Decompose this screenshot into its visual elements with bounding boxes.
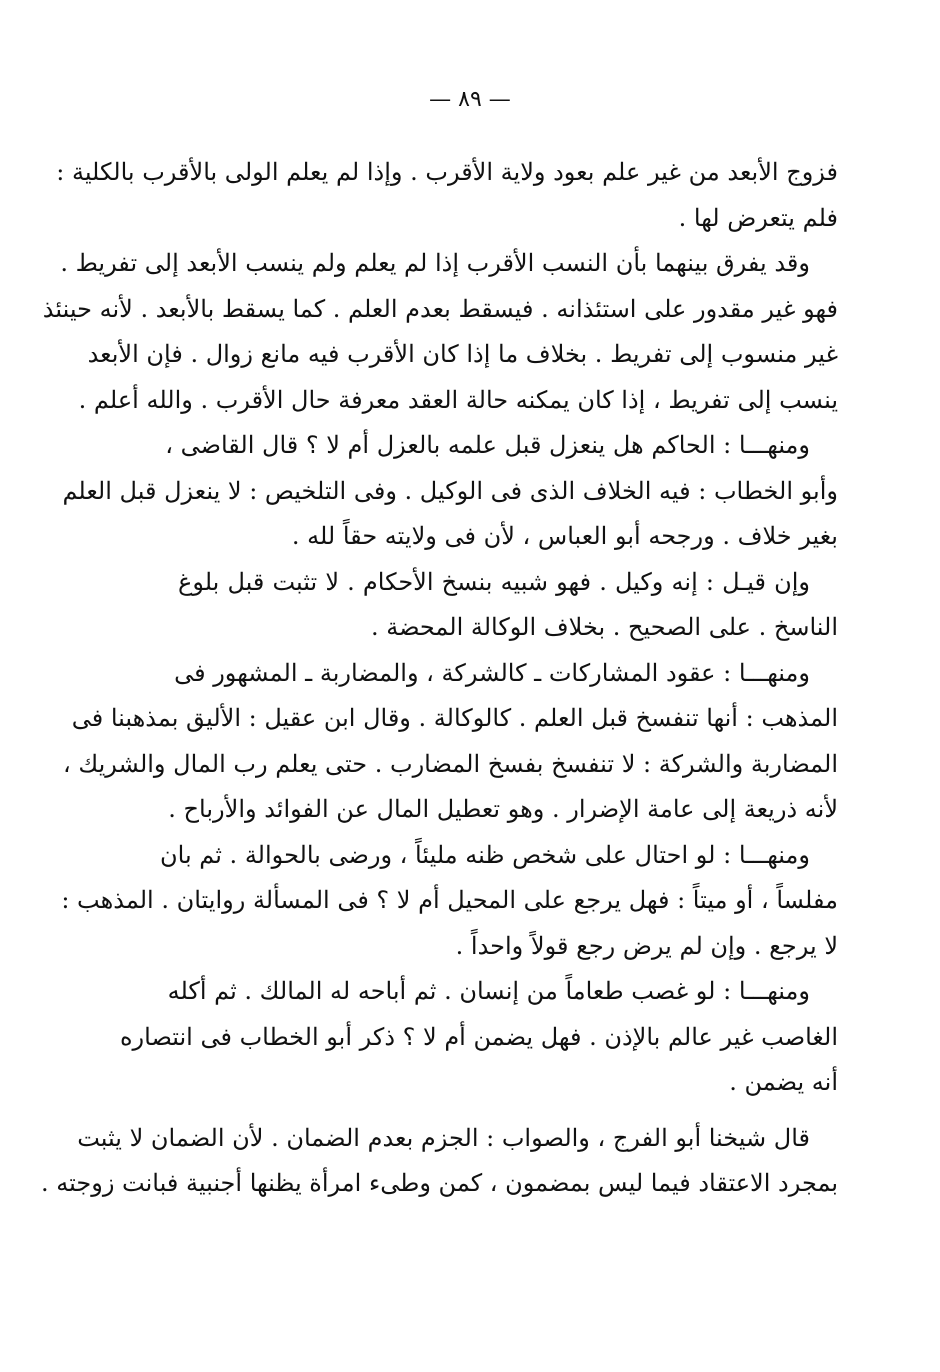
text-line: بغير خلاف . ورجحه أبو العباس ، لأن فى ولايته حقاً لله . <box>291 522 838 550</box>
page-number: — ٨٩ — <box>429 87 511 112</box>
text-line: ينسب إلى تفريط ، إذا كان يمكنه حالة العقد معرفة حال الأقرب . والله أعلم . <box>78 385 838 414</box>
text-line: فهو غير مقدور على استئذانه . فيسقط بعدم العلم . كما يسقط بالأبعد . لأنه حينئذ <box>42 294 838 323</box>
text-line: وقد يفرق بينهما بأن النسب الأقرب إذا لم يعلم ولم ينسب الأبعد إلى تفريط . <box>60 249 810 277</box>
text-line: المضاربة والشركة : لا تنفسخ بفسخ المضارب . حتى يعلم رب المال والشريك ، <box>63 749 838 778</box>
text-line: ومنهـــا : لو احتال على شخص ظنه مليئاً ، ورضى بالحوالة . ثم بان <box>160 840 810 869</box>
text-line: وإن قيـل : إنه وكيل . فهو شبيه بنسخ الأحكام . لا تثبت قبل بلوغ <box>178 567 810 596</box>
text-line: مفلساً ، أو ميتاً : فهل يرجع على المحيل أم لا ؟ فى المسألة روايتان . المذهب : <box>61 886 838 914</box>
text-line: ومنهـــا : لو غصب طعاماً من إنسان . ثم أباحه له المالك . ثم أكله <box>167 977 810 1005</box>
text-line: وأبو الخطاب : فيه الخلاف الذى فى الوكيل . وفى التلخيص : لا ينعزل قبل العلم <box>62 476 838 505</box>
text-line: لأنه ذريعة إلى عامة الإضرار . وهو تعطيل المال عن الفوائد والأرباح . <box>168 795 838 823</box>
text-line: فزوج الأبعد من غير علم بعود ولاية الأقرب . وإذا لم يعلم الولى بالأقرب بالكلية : <box>56 158 838 186</box>
paragraph-gap <box>178 1106 838 1116</box>
text-line: الغاصب غير عالم بالإذن . فهل يضمن أم لا ؟ ذكر أبو الخطاب فى انتصاره <box>119 1022 838 1051</box>
text-line: ومنهـــا : الحاكم هل ينعزل قبل علمه بالعزل أم لا ؟ قال القاضى ، <box>165 431 810 459</box>
text-line: قال شيخنا أبو الفرج ، والصواب : الجزم بعدم الضمان . لأن الضمان لا يثبت <box>77 1123 810 1152</box>
page-body-text <box>41 150 838 1207</box>
text-line: المذهب : أنها تنفسخ قبل العلم . كالوكالة . وقال ابن عقيل : الأليق بمذهبنا فى <box>71 704 838 732</box>
text-line: الناسخ . على الصحيح . بخلاف الوكالة المحضة . <box>370 613 838 641</box>
text-line: ومنهـــا : عقود المشاركات ـ كالشركة ، والمضاربة ـ المشهور فى <box>174 658 810 687</box>
text-line: بمجرد الاعتقاد فيما ليس بمضمون ، كمن وطىء امرأة يظنها أجنبية فبانت زوجته . <box>41 1169 838 1197</box>
text-line: غير منسوب إلى تفريط . بخلاف ما إذا كان الأقرب فيه مانع زوال . فإن الأبعد <box>87 340 838 368</box>
text-line: فلم يتعرض لها . <box>678 203 838 232</box>
text-line: أنه يضمن . <box>729 1068 838 1096</box>
text-line: لا يرجع . وإن لم يرض رجع قولاً واحداً . <box>455 931 838 960</box>
